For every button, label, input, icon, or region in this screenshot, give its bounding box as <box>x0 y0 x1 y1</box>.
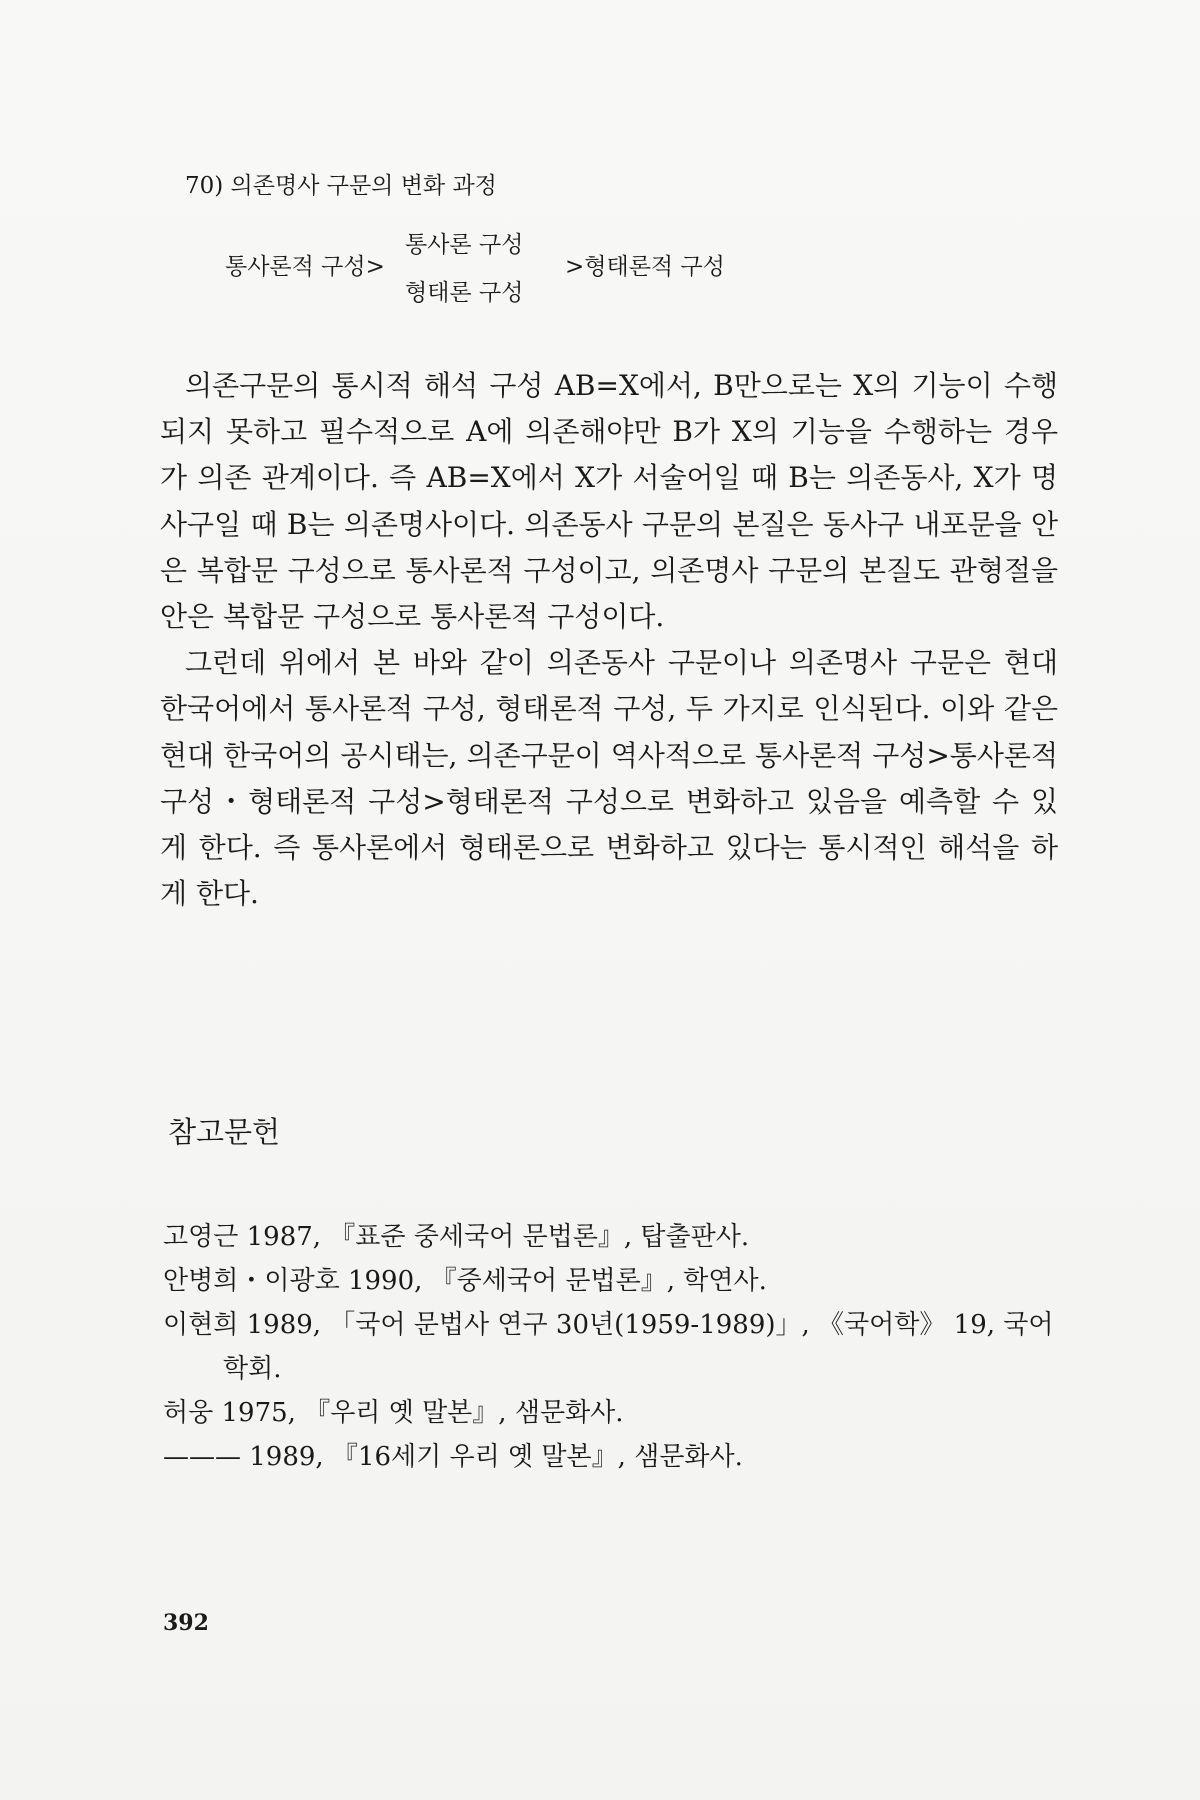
reference-text: 이현희 1989, 「국어 문법사 연구 30년(1959-1989)」, 《국어학》 19, 국어 <box>163 1310 1054 1340</box>
reference-item <box>163 1303 1058 1391</box>
change-process-diagram <box>225 216 785 316</box>
diagram-start-stage: 통사론적 구성> <box>225 254 385 280</box>
reference-text: 허웅 1975, 『우리 옛 말본』, 샘문화사. <box>163 1398 624 1428</box>
page-number: 392 <box>163 1610 209 1636</box>
body-paragraph-1: 의존구문의 통시적 해석 구성 AB=X에서, B만으로는 X의 기능이 수행되지 못하고 필수적으로 A에 의존해야만 B가 X의 기능을 수행하는 경우가 의존 관계이다. 즉 AB=X에서 X가 서술어일 때 B는 의존동사, X가 명사구일 때 B는 의존명사이다. 의존동사 구문의 본질은 동사구 내포문을 안은 복합문 구성으로 통사론적 구성이고, 의존명사 구문의 본질도 관형절을 안은 복합문 구성으로 통사론적 구성이다. <box>160 369 1058 634</box>
reference-item <box>163 1391 1058 1435</box>
references-list <box>163 1215 1058 1479</box>
references-heading: 참고문헌 <box>168 1115 281 1149</box>
reference-item <box>163 1215 1058 1259</box>
reference-item <box>163 1259 1058 1303</box>
reference-text: 고영근 1987, 『표준 중세국어 문법론』, 탑출판사. <box>163 1222 750 1252</box>
diagram-end-stage: >형태론적 구성 <box>565 254 725 280</box>
reference-text: ——— 1989, 『16세기 우리 옛 말본』, 샘문화사. <box>163 1442 743 1472</box>
diagram-middle-lower: 형태론 구성 <box>405 280 524 306</box>
reference-text: 안병희・이광호 1990, 『중세국어 문법론』, 학연사. <box>163 1266 767 1296</box>
diagram-middle-upper: 통사론 구성 <box>405 232 524 258</box>
reference-continuation: 학회. <box>223 1354 282 1384</box>
footnote-70: 70) 의존명사 구문의 변화 과정 <box>185 173 497 199</box>
reference-item <box>163 1435 1058 1479</box>
main-body-text <box>160 363 1058 917</box>
body-paragraph-2: 그런데 위에서 본 바와 같이 의존동사 구문이나 의존명사 구문은 현대 한국어에서 통사론적 구성, 형태론적 구성, 두 가지로 인식된다. 이와 같은 현대 한국어의 공시태는, 의존구문이 역사적으로 통사론적 구성>통사론적 구성・형태론적 구성>형태론적 구성으로 변화하고 있음을 예측할 수 있게 한다. 즉 통사론에서 형태론으로 변화하고 있다는 통시적인 해석을 하게 한다. <box>160 646 1058 911</box>
